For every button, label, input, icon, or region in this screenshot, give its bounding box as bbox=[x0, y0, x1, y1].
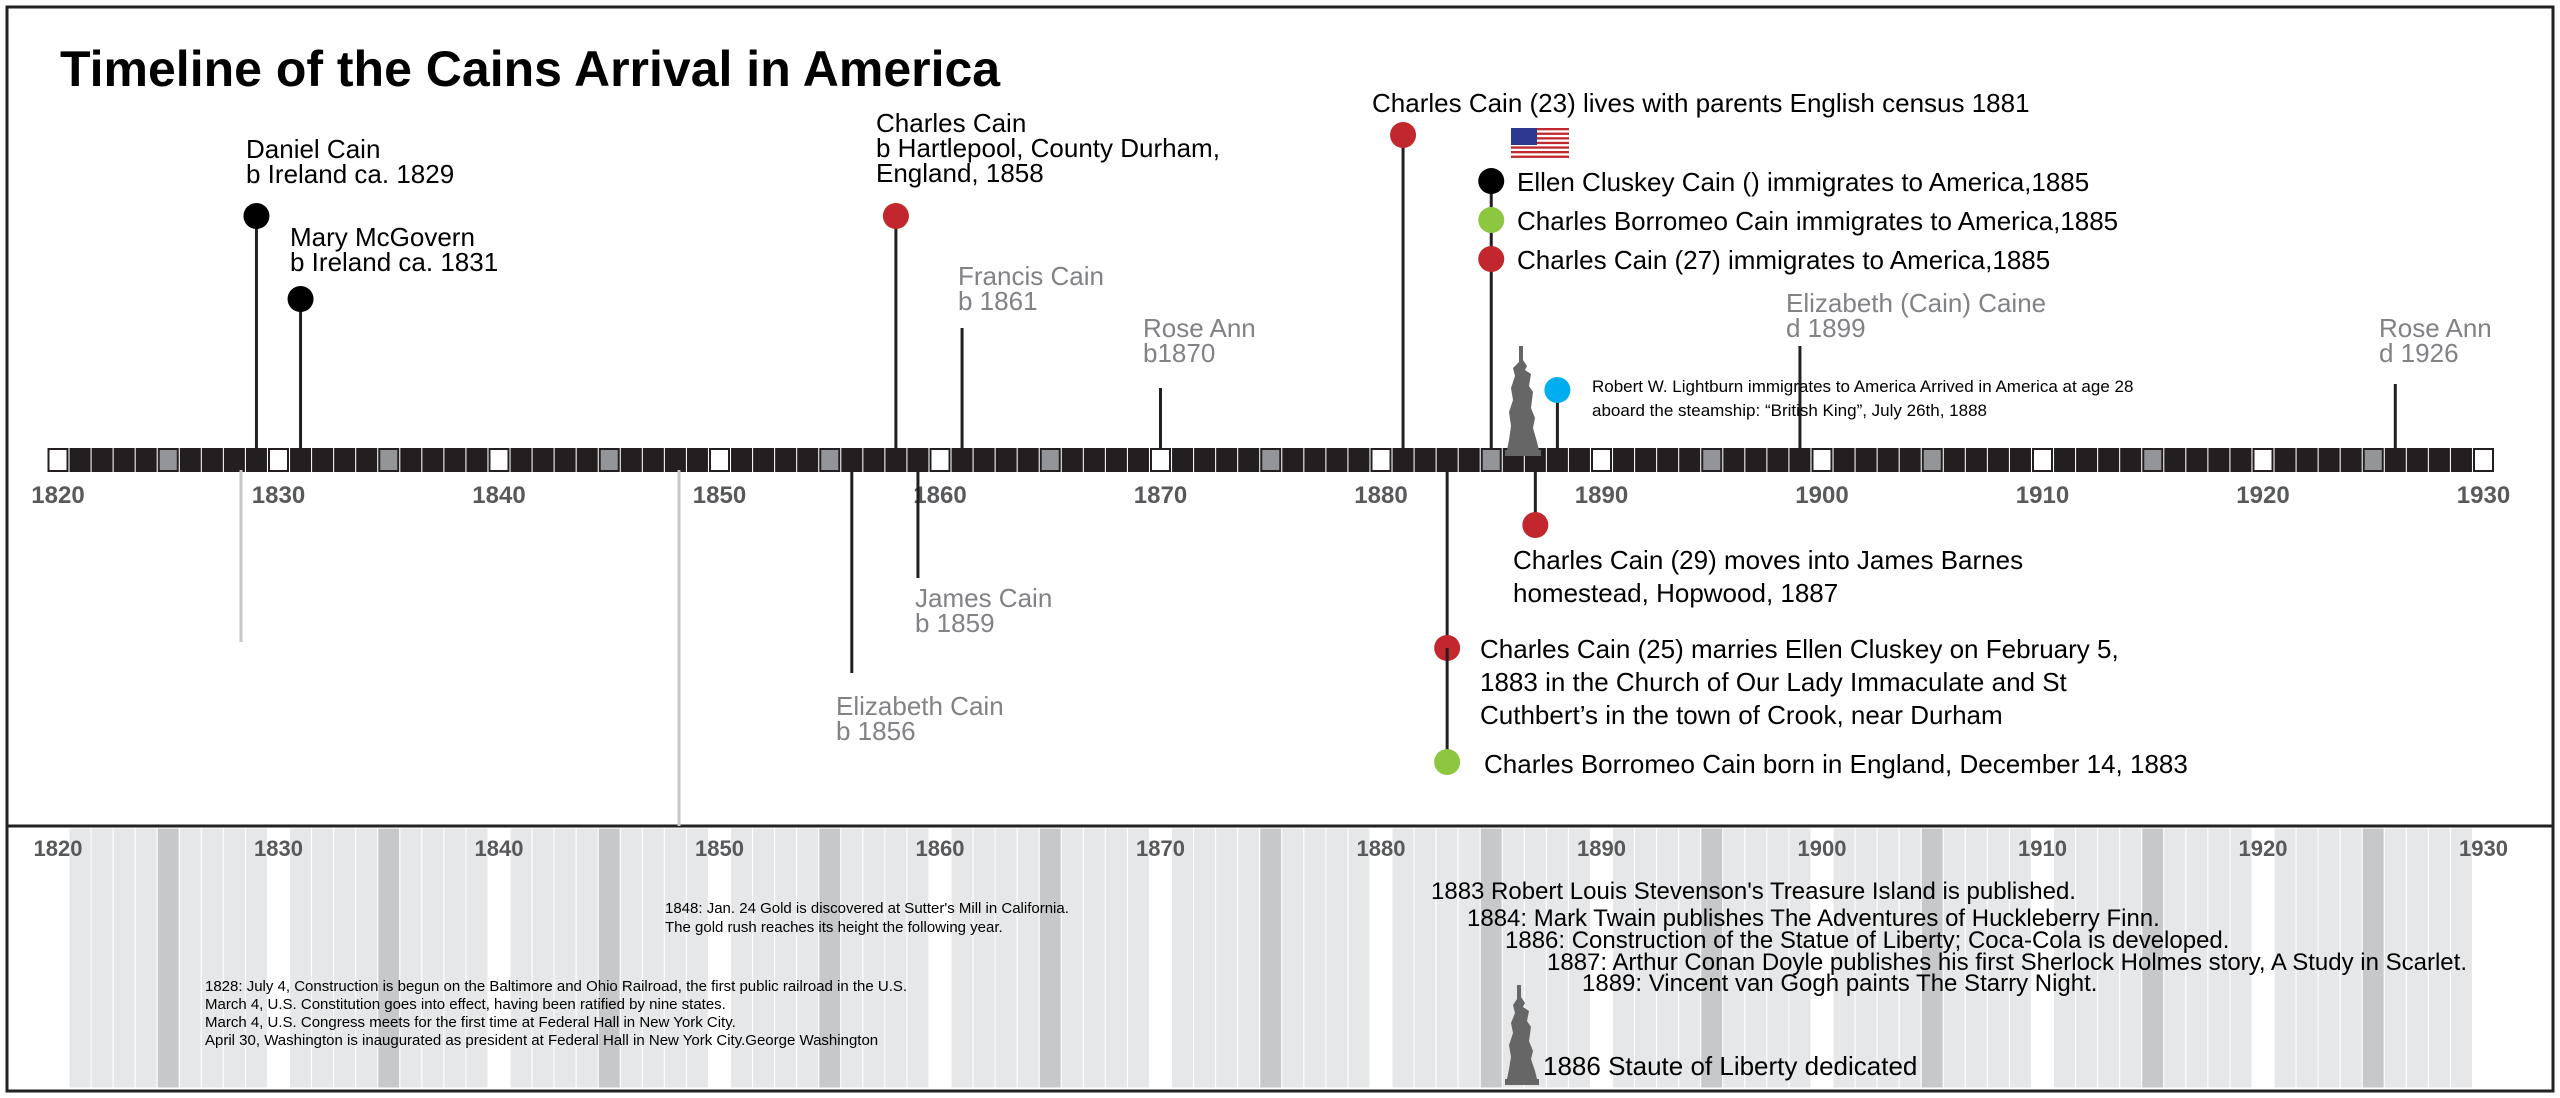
bar-segment bbox=[2011, 449, 2030, 471]
bar-segment bbox=[1592, 449, 1611, 471]
event-dot bbox=[243, 203, 269, 229]
bar-segment bbox=[754, 449, 773, 471]
bar-segment bbox=[379, 449, 398, 471]
bar-segment bbox=[1394, 449, 1413, 471]
lower-axis-tick-label: 1840 bbox=[474, 836, 524, 861]
event-label-line: Elizabeth Cain bbox=[836, 691, 1004, 721]
event-label-line: b 1859 bbox=[915, 608, 995, 638]
bar-segment bbox=[622, 449, 641, 471]
band-column bbox=[466, 828, 488, 1088]
world-event-1880s: 1889: Vincent van Gogh paints The Starry Night. bbox=[1582, 970, 2098, 997]
event-label-line: b Ireland ca. 1829 bbox=[246, 159, 455, 189]
band-column bbox=[245, 828, 267, 1088]
lower-axis-tick-label: 1910 bbox=[2018, 836, 2067, 861]
band-column bbox=[1172, 828, 1194, 1088]
bar-segment bbox=[1019, 449, 1038, 471]
bar-segment bbox=[1702, 449, 1721, 471]
page-title: Timeline of the Cains Arrival in America bbox=[60, 41, 1001, 97]
event-label-line: b1870 bbox=[1143, 338, 1216, 368]
bar-segment bbox=[534, 449, 553, 471]
bar-segment bbox=[1460, 449, 1479, 471]
band-column bbox=[422, 828, 444, 1088]
bar-segment bbox=[2033, 449, 2052, 471]
bar-segment bbox=[1482, 449, 1501, 471]
event-label bbox=[1786, 288, 2046, 343]
band-column bbox=[47, 828, 69, 1088]
event-label-line: b Ireland ca. 1831 bbox=[290, 247, 499, 277]
band-column bbox=[885, 828, 907, 1088]
band-column bbox=[775, 828, 797, 1088]
event-label bbox=[1513, 545, 2023, 608]
event-rose-ann-birth bbox=[1143, 313, 1256, 449]
bar-segment bbox=[2231, 449, 2250, 471]
bar-segment bbox=[710, 449, 729, 471]
bar-segment bbox=[1283, 449, 1302, 471]
axis-tick-label: 1920 bbox=[2236, 482, 2290, 509]
bar-segment bbox=[2386, 449, 2405, 471]
bar-segment bbox=[975, 449, 994, 471]
event-dot bbox=[1390, 122, 1416, 148]
band-column bbox=[576, 828, 598, 1088]
bar-segment bbox=[490, 449, 509, 471]
axis-tick-label: 1930 bbox=[2456, 482, 2511, 509]
world-event-1828-line: March 4, U.S. Congress meets for the first time at Federal Hall in New York City. bbox=[205, 1014, 736, 1031]
bar-segment bbox=[2474, 449, 2493, 471]
band-column bbox=[1414, 828, 1436, 1088]
bar-segment bbox=[1857, 449, 1876, 471]
lower-axis-tick-label: 1880 bbox=[1356, 836, 1406, 861]
bar-segment bbox=[798, 449, 817, 471]
band-column bbox=[907, 828, 929, 1088]
band-column bbox=[2473, 828, 2495, 1088]
event-label bbox=[2379, 313, 2492, 368]
band-column bbox=[334, 828, 356, 1088]
event-label-line: Rose Ann bbox=[1143, 313, 1256, 343]
bar-segment bbox=[2276, 449, 2295, 471]
band-column bbox=[598, 828, 620, 1088]
bar-segment bbox=[644, 449, 663, 471]
bar-segment bbox=[931, 449, 950, 471]
bar-segment bbox=[2165, 449, 2184, 471]
bar-segment bbox=[1349, 449, 1368, 471]
flag-stripe bbox=[1511, 151, 1569, 153]
bar-segment bbox=[1372, 449, 1391, 471]
bar-segment bbox=[1901, 449, 1920, 471]
lower-axis-tick-label: 1930 bbox=[2459, 836, 2508, 861]
bar-segment bbox=[2342, 449, 2361, 471]
band-column bbox=[1370, 828, 1392, 1088]
event-label: Charles Borromeo Cain immigrates to America,1885 bbox=[1517, 206, 2119, 236]
band-column bbox=[201, 828, 223, 1088]
band-column bbox=[929, 828, 951, 1088]
band-column bbox=[797, 828, 819, 1088]
bar-segment bbox=[2143, 449, 2162, 471]
band-column bbox=[1150, 828, 1172, 1088]
event-label-line: Cuthbert’s in the town of Crook, near Durham bbox=[1480, 700, 2003, 730]
bar-segment bbox=[115, 449, 134, 471]
band-column bbox=[312, 828, 334, 1088]
band-column bbox=[1480, 828, 1502, 1088]
event-label bbox=[958, 261, 1104, 316]
flag-stripe bbox=[1511, 146, 1569, 148]
bar-segment bbox=[2320, 449, 2339, 471]
event-label-line: 1883 in the Church of Our Lady Immaculate and St bbox=[1480, 667, 2067, 697]
bar-segment bbox=[1305, 449, 1324, 471]
bar-segment bbox=[1923, 449, 1942, 471]
band-column bbox=[157, 828, 179, 1088]
bar-segment bbox=[1261, 449, 1280, 471]
band-column bbox=[1260, 828, 1282, 1088]
band-column bbox=[1194, 828, 1216, 1088]
bar-segment bbox=[269, 449, 288, 471]
bar-segment bbox=[1879, 449, 1898, 471]
bar-segment bbox=[2408, 449, 2427, 471]
bar-segment bbox=[1768, 449, 1787, 471]
event-label bbox=[1592, 377, 2133, 420]
event-label-line: Rose Ann bbox=[2379, 313, 2492, 343]
event-label-line: d 1899 bbox=[1786, 313, 1866, 343]
band-column bbox=[973, 828, 995, 1088]
bar-segment bbox=[1327, 449, 1346, 471]
band-column bbox=[620, 828, 642, 1088]
event-label: Charles Cain (27) immigrates to America,1885 bbox=[1517, 245, 2051, 275]
bar-segment bbox=[1151, 449, 1170, 471]
bar-segment bbox=[1680, 449, 1699, 471]
event-dot bbox=[1478, 246, 1504, 272]
bar-segment bbox=[908, 449, 927, 471]
event-label-line: Francis Cain bbox=[958, 261, 1104, 291]
bar-segment bbox=[997, 449, 1016, 471]
axis-tick-label: 1840 bbox=[472, 482, 526, 509]
lower-axis-tick-label: 1890 bbox=[1577, 836, 1626, 861]
bar-segment bbox=[1813, 449, 1832, 471]
bar-segment bbox=[1658, 449, 1677, 471]
bar-segment bbox=[1967, 449, 1986, 471]
world-event-1880s: 1886: Construction of the Statue of Liberty; Coca-Cola is developed. bbox=[1505, 927, 2230, 954]
band-column bbox=[400, 828, 422, 1088]
axis-tick-label: 1870 bbox=[1133, 482, 1188, 509]
band-column bbox=[554, 828, 576, 1088]
lower-axis-tick-label: 1820 bbox=[33, 836, 83, 861]
event-dot bbox=[1478, 207, 1504, 233]
band-column bbox=[1039, 828, 1061, 1088]
bar-segment bbox=[357, 449, 376, 471]
lower-axis-tick-label: 1870 bbox=[1136, 836, 1185, 861]
bar-segment bbox=[1746, 449, 1765, 471]
band-column bbox=[69, 828, 91, 1088]
bar-segment bbox=[1239, 449, 1258, 471]
band-column bbox=[819, 828, 841, 1088]
bar-segment bbox=[137, 449, 156, 471]
bar-segment bbox=[159, 449, 178, 471]
bar-segment bbox=[2209, 449, 2228, 471]
band-column bbox=[1127, 828, 1149, 1088]
world-event-1828-line: 1828: July 4, Construction is begun on the Baltimore and Ohio Railroad, the first public railroad in the U.S. bbox=[205, 978, 908, 995]
bar-segment bbox=[512, 449, 531, 471]
bar-segment bbox=[291, 449, 310, 471]
bar-segment bbox=[556, 449, 575, 471]
bar-segment bbox=[1217, 449, 1236, 471]
bar-segment bbox=[93, 449, 112, 471]
bar-segment bbox=[732, 449, 751, 471]
band-column bbox=[378, 828, 400, 1088]
band-column bbox=[1458, 828, 1480, 1088]
bar-segment bbox=[225, 449, 244, 471]
event-francis-cain bbox=[958, 261, 1104, 449]
event-mary-mcgovern bbox=[288, 222, 499, 449]
event-label-line: Charles Cain bbox=[876, 108, 1027, 138]
band-column bbox=[1083, 828, 1105, 1088]
band-column bbox=[709, 828, 731, 1088]
world-event-1828-line: March 4, U.S. Constitution goes into effect, having been ratified by nine states. bbox=[205, 996, 726, 1013]
event-label bbox=[290, 222, 498, 277]
bar-segment bbox=[1636, 449, 1655, 471]
bar-segment bbox=[820, 449, 839, 471]
event-label bbox=[915, 583, 1052, 638]
event-dot bbox=[1478, 168, 1504, 194]
bar-segment bbox=[2121, 449, 2140, 471]
bar-segment bbox=[1614, 449, 1633, 471]
bar-segment bbox=[1438, 449, 1457, 471]
lower-axis-tick-label: 1920 bbox=[2238, 836, 2288, 861]
bar-segment bbox=[423, 449, 442, 471]
bar-segment bbox=[467, 449, 486, 471]
band-column bbox=[268, 828, 290, 1088]
event-label bbox=[246, 134, 454, 189]
event-dot bbox=[1434, 749, 1460, 775]
axis-tick-label: 1890 bbox=[1574, 482, 1629, 509]
band-column bbox=[951, 828, 973, 1088]
axis-tick-label: 1820 bbox=[31, 482, 85, 509]
event-label-line: Charles Cain (25) marries Ellen Cluskey on February 5, bbox=[1480, 634, 2119, 664]
bar-segment bbox=[864, 449, 883, 471]
axis-tick-label: 1830 bbox=[251, 482, 306, 509]
us-flag-icon bbox=[1511, 128, 1569, 160]
event-dot bbox=[288, 286, 314, 312]
band-column bbox=[179, 828, 201, 1088]
lower-axis-tick-label: 1860 bbox=[915, 836, 965, 861]
event-label-line: homestead, Hopwood, 1887 bbox=[1513, 578, 1839, 608]
event-label-line: James Cain bbox=[915, 583, 1053, 613]
band-column bbox=[1436, 828, 1458, 1088]
bar-segment bbox=[1989, 449, 2008, 471]
bar-segment bbox=[1570, 449, 1589, 471]
bar-segment bbox=[2298, 449, 2317, 471]
bar-segment bbox=[886, 449, 905, 471]
band-column bbox=[113, 828, 135, 1088]
bar-segment bbox=[578, 449, 597, 471]
world-event-1848-line: The gold rush reaches its height the following year. bbox=[665, 919, 1003, 936]
bar-segment bbox=[776, 449, 795, 471]
band-column bbox=[1282, 828, 1304, 1088]
event-dot bbox=[1544, 377, 1570, 403]
flag-stripe bbox=[1511, 156, 1569, 158]
bar-segment bbox=[2187, 449, 2206, 471]
bar-segment bbox=[1085, 449, 1104, 471]
event-label-line: b Hartlepool, County Durham, bbox=[876, 133, 1220, 163]
band-column bbox=[995, 828, 1017, 1088]
band-column bbox=[841, 828, 863, 1088]
bar-segment bbox=[203, 449, 222, 471]
band-column bbox=[1017, 828, 1039, 1088]
band-column bbox=[532, 828, 554, 1088]
axis-tick-label: 1850 bbox=[692, 482, 747, 509]
event-label-line: b 1861 bbox=[958, 286, 1038, 316]
bar-segment bbox=[1041, 449, 1060, 471]
event-label bbox=[876, 108, 1220, 188]
band-column bbox=[1304, 828, 1326, 1088]
band-column bbox=[863, 828, 885, 1088]
event-label-line: Mary McGovern bbox=[290, 222, 475, 252]
band-column bbox=[1238, 828, 1260, 1088]
event-label-line: Robert W. Lightburn immigrates to America Arrived in America at age 28 bbox=[1592, 377, 2134, 396]
band-column bbox=[731, 828, 753, 1088]
events bbox=[243, 88, 2491, 779]
band-column bbox=[1061, 828, 1083, 1088]
world-event-1880s: 1883 Robert Louis Stevenson's Treasure Island is published. bbox=[1431, 878, 2076, 905]
bar-segment bbox=[1129, 449, 1148, 471]
bar-segment bbox=[688, 449, 707, 471]
band-column bbox=[510, 828, 532, 1088]
bar-segment bbox=[2055, 449, 2074, 471]
axis-tick-label: 1900 bbox=[1795, 482, 1849, 509]
bar-segment bbox=[2452, 449, 2471, 471]
band-column bbox=[1216, 828, 1238, 1088]
bar-segment bbox=[1107, 449, 1126, 471]
bar-segment bbox=[1945, 449, 1964, 471]
band-column bbox=[686, 828, 708, 1088]
bar-segment bbox=[2364, 449, 2383, 471]
band-column bbox=[356, 828, 378, 1088]
event-label-line: Charles Cain (29) moves into James Barnes bbox=[1513, 545, 2024, 575]
bar-segment bbox=[1416, 449, 1435, 471]
world-event-1828-line: April 30, Washington is inaugurated as president at Federal Hall in New York City.George Washington bbox=[205, 1032, 879, 1049]
event-daniel-cain bbox=[243, 134, 454, 449]
event-elizabeth-death bbox=[1786, 288, 2046, 449]
event-label: Ellen Cluskey Cain () immigrates to America,1885 bbox=[1517, 167, 2090, 197]
event-label-line: England, 1858 bbox=[876, 158, 1044, 188]
band-column bbox=[488, 828, 510, 1088]
bar-segment bbox=[1063, 449, 1082, 471]
bar-segment bbox=[600, 449, 619, 471]
bar-segment bbox=[49, 449, 68, 471]
event-label bbox=[1143, 313, 1256, 368]
event-label-line: Elizabeth (Cain) Caine bbox=[1786, 288, 2047, 318]
bar-segment bbox=[401, 449, 420, 471]
bar-segment bbox=[2077, 449, 2096, 471]
event-label bbox=[1372, 88, 2030, 118]
bar-segment bbox=[71, 449, 90, 471]
bar-segment bbox=[181, 449, 200, 471]
axis-tick-label: 1910 bbox=[2015, 482, 2070, 509]
band-column bbox=[1326, 828, 1348, 1088]
world-event-1880s: 1887: Arthur Conan Doyle publishes his first Sherlock Holmes story, A Study in Scarlet. bbox=[1547, 949, 2467, 976]
event-label bbox=[836, 691, 1004, 746]
bar-segment bbox=[1173, 449, 1192, 471]
band-column bbox=[290, 828, 312, 1088]
bar-segment bbox=[2254, 449, 2273, 471]
band-column bbox=[642, 828, 664, 1088]
world-event-1880s: 1884: Mark Twain publishes The Adventures of Huckleberry Finn. bbox=[1467, 905, 2160, 932]
axis-tick-label: 1880 bbox=[1354, 482, 1408, 509]
bar-segment bbox=[445, 449, 464, 471]
event-label: Charles Borromeo Cain born in England, December 14, 1883 bbox=[1484, 749, 2188, 779]
axis-tick-label: 1860 bbox=[913, 482, 967, 509]
event-label bbox=[1480, 634, 2119, 730]
event-lightburn bbox=[1544, 377, 2133, 449]
event-dot bbox=[883, 203, 909, 229]
band-column bbox=[1348, 828, 1370, 1088]
event-label-line: Charles Cain (23) lives with parents English census 1881 bbox=[1372, 88, 2030, 118]
timeline-bar bbox=[49, 449, 2494, 471]
band-column bbox=[664, 828, 686, 1088]
bar-segment bbox=[247, 449, 266, 471]
band-column bbox=[1105, 828, 1127, 1088]
bar-segment bbox=[1195, 449, 1214, 471]
bar-segment bbox=[1724, 449, 1743, 471]
event-label-line: aboard the steamship: “British King”, July 26th, 1888 bbox=[1592, 401, 1987, 420]
band-column bbox=[1392, 828, 1414, 1088]
world-event-1848-line: 1848: Jan. 24 Gold is discovered at Sutter's Mill in California. bbox=[665, 900, 1069, 917]
bar-segment bbox=[1835, 449, 1854, 471]
lower-axis-tick-label: 1900 bbox=[1797, 836, 1847, 861]
band-column bbox=[91, 828, 113, 1088]
lower-axis-tick-label: 1850 bbox=[695, 836, 744, 861]
band-column bbox=[444, 828, 466, 1088]
statue-of-liberty-icon bbox=[1505, 346, 1541, 456]
event-dot bbox=[1522, 512, 1548, 538]
event-label-line: b 1856 bbox=[836, 716, 916, 746]
event-rose-ann-death bbox=[2379, 313, 2492, 449]
bar-segment bbox=[953, 449, 972, 471]
band-column bbox=[753, 828, 775, 1088]
bar-segment bbox=[313, 449, 332, 471]
event-label-line: d 1926 bbox=[2379, 338, 2459, 368]
bar-segment bbox=[666, 449, 685, 471]
bar-segment bbox=[1548, 449, 1567, 471]
bar-segment bbox=[2099, 449, 2118, 471]
lower-axis-tick-label: 1830 bbox=[254, 836, 303, 861]
band-column bbox=[135, 828, 157, 1088]
world-event-liberty: 1886 Staute of Liberty dedicated bbox=[1543, 1051, 1918, 1081]
bar-segment bbox=[2430, 449, 2449, 471]
event-label-line: Daniel Cain bbox=[246, 134, 381, 164]
bar-segment bbox=[842, 449, 861, 471]
bar-segment bbox=[335, 449, 354, 471]
bar-segment bbox=[1790, 449, 1809, 471]
band-column bbox=[223, 828, 245, 1088]
axis-labels bbox=[31, 482, 2510, 509]
